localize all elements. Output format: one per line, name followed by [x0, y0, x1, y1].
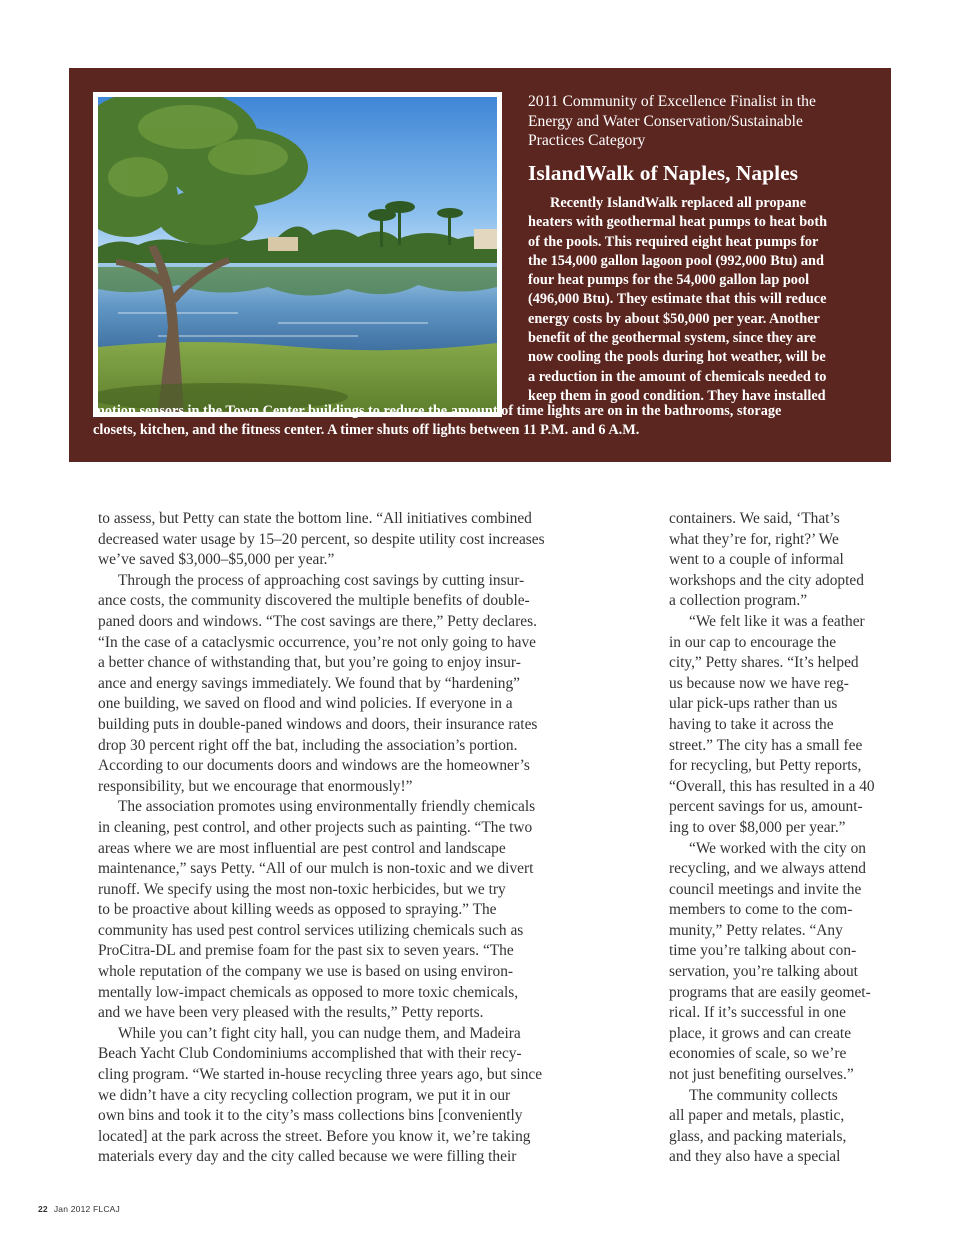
- text-line: one building, we saved on flood and wind policies. If everyone in a: [98, 695, 513, 713]
- text-line: we didn’t have a city recycling collection program, we put it in our: [98, 1086, 511, 1104]
- text-line: ance and energy savings immediately. We found that by “hardening”: [98, 674, 521, 692]
- feature-body-line: now cooling the pools during hot weather, will be: [528, 349, 826, 366]
- lake-photo: [98, 97, 497, 412]
- text-line: Through the process of approaching cost savings by cutting insur-: [118, 571, 525, 589]
- text-line: “Overall, this has resulted in a 40: [669, 777, 875, 795]
- award-line: 2011 Community of Excellence Finalist in the: [528, 93, 816, 110]
- text-line: for recycling, but Petty reports,: [669, 757, 862, 775]
- text-line: members to come to the com-: [669, 901, 853, 919]
- text-line: The association promotes using environmentally friendly chemicals: [118, 798, 536, 816]
- feature-sidebar: [69, 68, 891, 462]
- award-line: Energy and Water Conservation/Sustainable: [528, 112, 803, 130]
- publication-name: FLCAJ: [93, 1204, 120, 1214]
- text-line: went to a couple of informal: [669, 551, 844, 569]
- text-line: own bins and took it to the city’s mass collections bins [conveniently: [98, 1107, 523, 1125]
- article-column-left: [98, 509, 598, 1168]
- text-line: “We worked with the city on: [689, 839, 866, 857]
- feature-body: [528, 194, 827, 406]
- text-line: servation, you’re talking about: [669, 963, 858, 981]
- text-line: areas where we are most influential are pest control and landscape: [98, 839, 506, 857]
- page-number: 22: [38, 1204, 48, 1214]
- text-line: workshops and the city adopted: [669, 571, 864, 589]
- feature-body-line: four heat pumps for the 54,000 gallon lap pool: [528, 272, 810, 289]
- text-line: and we have been very pleased with the results,” Petty reports.: [98, 1004, 484, 1022]
- feature-title: IslandWalk of Naples, Naples: [528, 160, 799, 185]
- text-line: While you can’t fight city hall, you can nudge them, and Madeira: [118, 1024, 521, 1042]
- text-line: munity,” Petty relates. “Any: [669, 921, 843, 939]
- feature-header: [528, 92, 858, 186]
- text-line: to be proactive about killing weeds as opposed to spraying.” The: [98, 901, 497, 919]
- text-line: glass, and packing materials,: [669, 1127, 847, 1145]
- text-line: maintenance,” says Petty. “All of our mulch is non-toxic and we divert: [98, 860, 534, 878]
- text-line: containers. We said, ‘That’s: [669, 510, 840, 527]
- text-line: decreased water usage by 15–20 percent, so despite utility cost increases: [98, 530, 545, 548]
- text-line: having to take it across the: [669, 715, 834, 733]
- text-line: runoff. We specify using the most non-toxic herbicides, but we try: [98, 880, 506, 898]
- feature-body-line: of the pools. This required eight heat pumps for: [528, 233, 819, 250]
- text-line: The community collects: [689, 1086, 838, 1104]
- feature-body-wide: [93, 402, 873, 441]
- text-line: ProCitra-DL and premise foam for the past six to seven years. “The: [98, 942, 514, 960]
- photo-frame: [93, 92, 502, 417]
- text-line: materials every day and the city called because we were filling their: [98, 1148, 517, 1166]
- page-footer: [38, 1204, 120, 1214]
- text-line: what they’re for, right?’ We: [669, 530, 839, 548]
- text-line: ular pick-ups rather than us: [669, 695, 838, 713]
- feature-body-line: Recently IslandWalk replaced all propane: [550, 195, 807, 211]
- issue-date: Jan 2012: [53, 1204, 91, 1214]
- text-line: rical. If it’s successful in one: [669, 1004, 846, 1022]
- feature-body-line: a reduction in the amount of chemicals needed to: [528, 368, 827, 385]
- text-line: and they also have a special: [669, 1148, 841, 1166]
- award-line: Practices Category: [528, 132, 646, 150]
- text-line: percent savings for us, amount-: [669, 798, 863, 816]
- text-line: building puts in double-paned windows and doors, their insurance rates: [98, 715, 538, 733]
- text-line: a collection program.”: [669, 592, 808, 610]
- text-line: programs that are easily geomet-: [669, 983, 871, 1001]
- text-line: whole reputation of the company we use is based on using environ-: [98, 963, 514, 981]
- article-column-right: [669, 509, 894, 1168]
- text-line: ing to over $8,000 per year.”: [669, 818, 846, 836]
- text-line: all paper and metals, plastic,: [669, 1107, 845, 1125]
- text-line: economies of scale, so we’re: [669, 1045, 847, 1063]
- feature-body-line: benefit of the geothermal system, since they are: [528, 330, 816, 347]
- text-line: paned doors and windows. “The cost savings are there,” Petty declares.: [98, 612, 537, 630]
- text-line: a better chance of withstanding that, but you’re going to enjoy insur-: [98, 654, 521, 672]
- text-line: in our cap to encourage the: [669, 633, 837, 651]
- text-line: us because now we have reg-: [669, 674, 849, 692]
- text-line: recycling, and we always attend: [669, 860, 867, 878]
- text-line: “In the case of a cataclysmic occurrence, you’re not only going to have: [98, 633, 537, 651]
- text-line: time you’re talking about con-: [669, 942, 857, 960]
- text-line: drop 30 percent right off the bat, including the association’s portion.: [98, 736, 518, 754]
- feature-body-line: heaters with geothermal heat pumps to heat both: [528, 214, 828, 231]
- text-line: located] at the park across the street. Before you know it, we’re taking: [98, 1127, 531, 1145]
- text-line: ance costs, the community discovered the multiple benefits of double-: [98, 592, 530, 610]
- feature-body-line: (496,000 Btu). They estimate that this will reduce: [528, 291, 827, 308]
- feature-body-line: closets, kitchen, and the fitness center. A timer shuts off lights between 11 P.M. and 6 A.M.: [93, 422, 640, 439]
- text-line: mentally low-impact chemicals as opposed to more toxic chemicals,: [98, 983, 519, 1001]
- feature-body-line: keep them in good condition. They have installed: [528, 387, 826, 404]
- feature-body-line: motion sensors in the Town Center buildings to reduce the amount of time lights are on in the bathrooms, storage: [93, 403, 782, 419]
- text-line: council meetings and invite the: [669, 880, 862, 898]
- text-line: place, it grows and can create: [669, 1024, 852, 1042]
- text-line: According to our documents doors and windows are the homeowner’s: [98, 757, 530, 775]
- text-line: Beach Yacht Club Condominiums accomplished that with their recy-: [98, 1045, 522, 1063]
- text-line: city,” Petty shares. “It’s helped: [669, 654, 859, 672]
- text-line: to assess, but Petty can state the bottom line. “All initiatives combined: [98, 510, 532, 527]
- text-line: we’ve saved $3,000–$5,000 per year.”: [98, 551, 335, 569]
- text-line: street.” The city has a small fee: [669, 736, 863, 754]
- feature-body-line: the 154,000 gallon lagoon pool (992,000 Btu) and: [528, 252, 824, 269]
- text-line: in cleaning, pest control, and other projects such as painting. “The two: [98, 818, 533, 836]
- text-line: cling program. “We started in-house recycling three years ago, but since: [98, 1066, 543, 1084]
- text-line: “We felt like it was a feather: [689, 612, 865, 630]
- text-line: not just benefiting ourselves.”: [669, 1066, 854, 1084]
- text-line: community has used pest control services utilizing chemicals such as: [98, 921, 524, 939]
- text-line: responsibility, but we encourage that enormously!”: [98, 777, 413, 795]
- feature-body-line: energy costs by about $50,000 per year. Another: [528, 310, 820, 327]
